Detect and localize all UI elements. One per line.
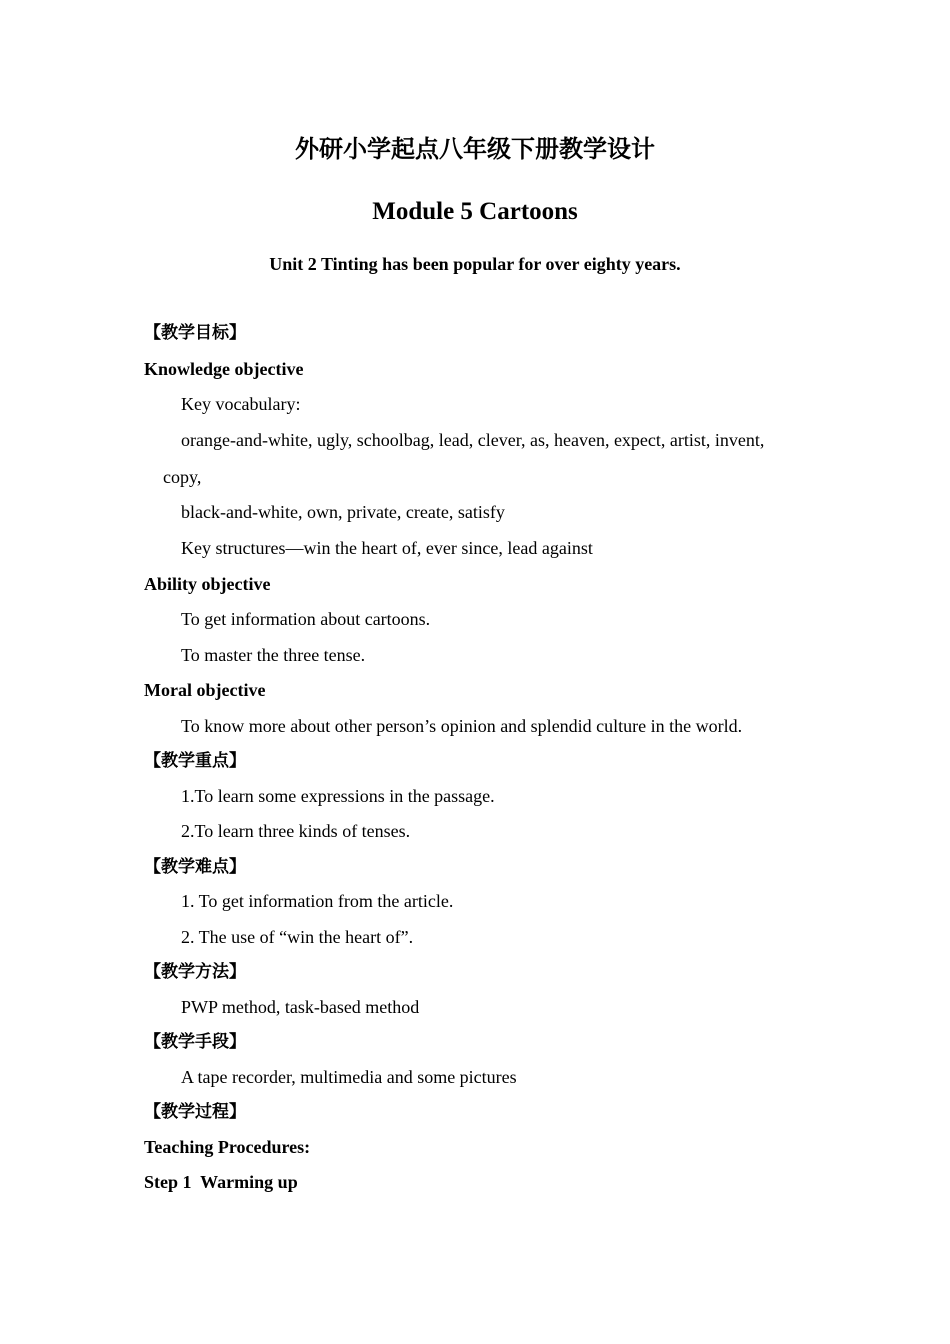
- document-title-chinese: 外研小学起点八年级下册教学设计: [295, 135, 655, 163]
- moral-objective-heading: Moral objective: [144, 680, 266, 700]
- moral-line-1: To know more about other person’s opinion and splendid culture in the world.: [181, 716, 743, 736]
- key-point-2: 2.To learn three kinds of tenses.: [181, 821, 411, 841]
- key-points-heading: 【教学重点】: [144, 751, 246, 771]
- knowledge-objective-heading: Knowledge objective: [144, 359, 304, 379]
- process-heading: 【教学过程】: [144, 1102, 246, 1122]
- vocabulary-line-1: orange-and-white, ugly, schoolbag, lead, clever, as, heaven, expect, artist, invent,: [181, 430, 765, 450]
- vocabulary-line-2: copy,: [163, 467, 202, 487]
- key-vocabulary-label: Key vocabulary:: [181, 394, 301, 414]
- ability-line-1: To get information about cartoons.: [181, 609, 431, 629]
- methods-heading: 【教学方法】: [144, 962, 246, 982]
- aids-text: A tape recorder, multimedia and some pictures: [181, 1067, 517, 1087]
- key-structures: Key structures—win the heart of, ever since, lead against: [181, 538, 593, 558]
- teaching-procedures-heading: Teaching Procedures:: [144, 1137, 311, 1157]
- difficult-points-heading: 【教学难点】: [144, 857, 246, 877]
- step-1-heading: Step 1 Warming up: [144, 1172, 298, 1192]
- module-title: Module 5 Cartoons: [372, 198, 578, 225]
- ability-line-2: To master the three tense.: [181, 645, 366, 665]
- ability-objective-heading: Ability objective: [144, 574, 271, 594]
- unit-title: Unit 2 Tinting has been popular for over eighty years.: [269, 254, 681, 274]
- methods-text: PWP method, task-based method: [181, 997, 420, 1017]
- key-point-1: 1.To learn some expressions in the passage.: [181, 786, 495, 806]
- aids-heading: 【教学手段】: [144, 1032, 246, 1052]
- difficult-point-1: 1. To get information from the article.: [181, 891, 454, 911]
- vocabulary-line-3: black-and-white, own, private, create, satisfy: [181, 502, 505, 522]
- difficult-point-2: 2. The use of “win the heart of”.: [181, 927, 414, 947]
- objectives-heading: 【教学目标】: [144, 323, 246, 343]
